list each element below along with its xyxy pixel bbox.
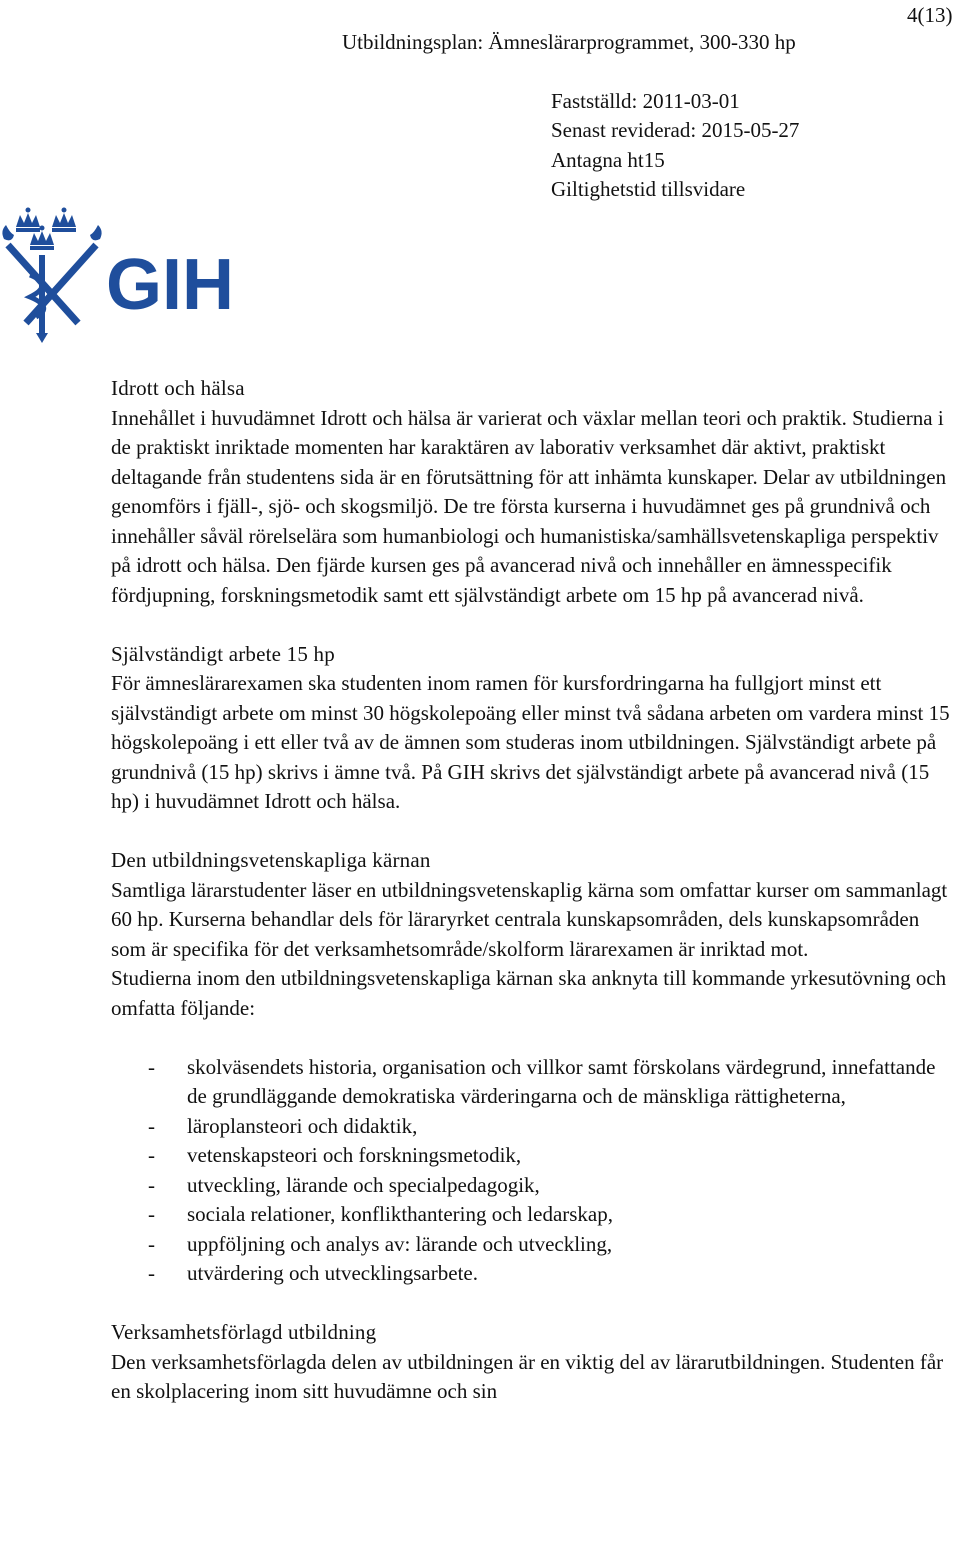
list-item: - utveckling, lärande och specialpedagogik, [148, 1172, 540, 1197]
gih-crest-logo-icon [0, 205, 250, 345]
section-body-sjalvstandigt: För ämneslärarexamen ska studenten inom ramen för kursfordringarna ha fullgjort minst ett självständigt arbete om minst 30 högskolepoäng eller minst två sådana arbeten om vardera minst 15 högskolepoäng i ett eller två av de ämnen som studeras inom utbildningen. Självständigt arbete på grundnivå (15 hp) skrivs i ämne två. På GIH skrivs det självständigt arbete på avancerad nivå (15 hp) i huvudämnet Idrott och hälsa. [111, 671, 950, 813]
document-body [111, 374, 956, 1407]
meta-established: Fastställd: 2011-03-01 [551, 89, 740, 113]
page-number: 4(13) [907, 3, 953, 27]
section-heading-idrott: Idrott och hälsa [111, 376, 245, 400]
list-item: - läroplansteori och didaktik, [148, 1113, 418, 1138]
document-header-title: Utbildningsplan: Ämneslärarprogrammet, 300-330 hp [342, 30, 796, 54]
section-body-vfu: Den verksamhetsförlagda delen av utbildningen är en viktig del av lärarutbildningen. Studenten får en skolplacering inom sitt huvudämne och sin [111, 1349, 944, 1403]
document-meta [551, 87, 799, 204]
section-heading-sjalvstandigt: Självständigt arbete 15 hp [111, 641, 335, 666]
list-item: - uppföljning och analys av: lärande och utveckling, [148, 1231, 613, 1256]
section-body-karnan-2: Studierna inom den utbildningsvetenskapliga kärnan ska anknyta till kommande yrkesutövning och omfatta följande: [111, 966, 947, 1020]
section-heading-karnan: Den utbildningsvetenskapliga kärnan [111, 848, 431, 872]
crown-icon [16, 208, 40, 233]
karnan-topic-list [111, 1053, 956, 1289]
section-body-karnan-1: Samtliga lärarstudenter läser en utbildningsvetenskaplig kärna som omfattar kurser om sammanlagt 60 hp. Kurserna behandlar dels för läraryrket centrala kunskapsområden, dels kunskapsområden som är specifika för det verksamhetsområde/skolform lärarexamen är inriktad mot. [111, 877, 948, 961]
meta-validity: Giltighetstid tillsvidare [551, 176, 746, 201]
gih-logo [0, 205, 250, 354]
meta-revised: Senast reviderad: 2015-05-27 [551, 118, 800, 143]
crown-icon [52, 208, 76, 233]
list-item: - skolväsendets historia, organisation och villkor samt förskolans värdegrund, innefattande de grundläggande demokratiska värderingarna och de mänskliga rättigheterna, [148, 1054, 936, 1108]
list-item: - vetenskapsteori och forskningsmetodik, [148, 1143, 522, 1167]
list-item: - utvärdering och utvecklingsarbete. [148, 1261, 478, 1285]
section-body-idrott: Innehållet i huvudämnet Idrott och hälsa är varierat och växlar mellan teori och praktik. Studierna i de praktiskt inriktade momenten har karaktären av laborativ verksamhet där aktivt, praktiskt deltagande från studentens sida är en förutsättning för att inhämta kunskaper. Delar av utbildningen genomförs i fjäll-, sjö- och skogsmiljö. De tre första kurserna i huvudämnet ges på grundnivå och innehåller såväl rörelselära som humanbiologi och humanistiska/samhällsvetenskapliga perspektiv på idrott och hälsa. Den fjärde kursen ges på avancerad nivå och innehåller en ämnesspecifik fördjupning, forskningsmetodik samt ett självständigt arbete om 15 hp på avancerad nivå. [111, 405, 947, 607]
logo-text: GIH [106, 245, 235, 325]
section-heading-vfu: Verksamhetsförlagd utbildning [111, 1320, 377, 1344]
meta-admitted: Antagna ht15 [551, 147, 665, 172]
list-item: - sociala relationer, konflikthantering och ledarskap, [148, 1202, 613, 1226]
